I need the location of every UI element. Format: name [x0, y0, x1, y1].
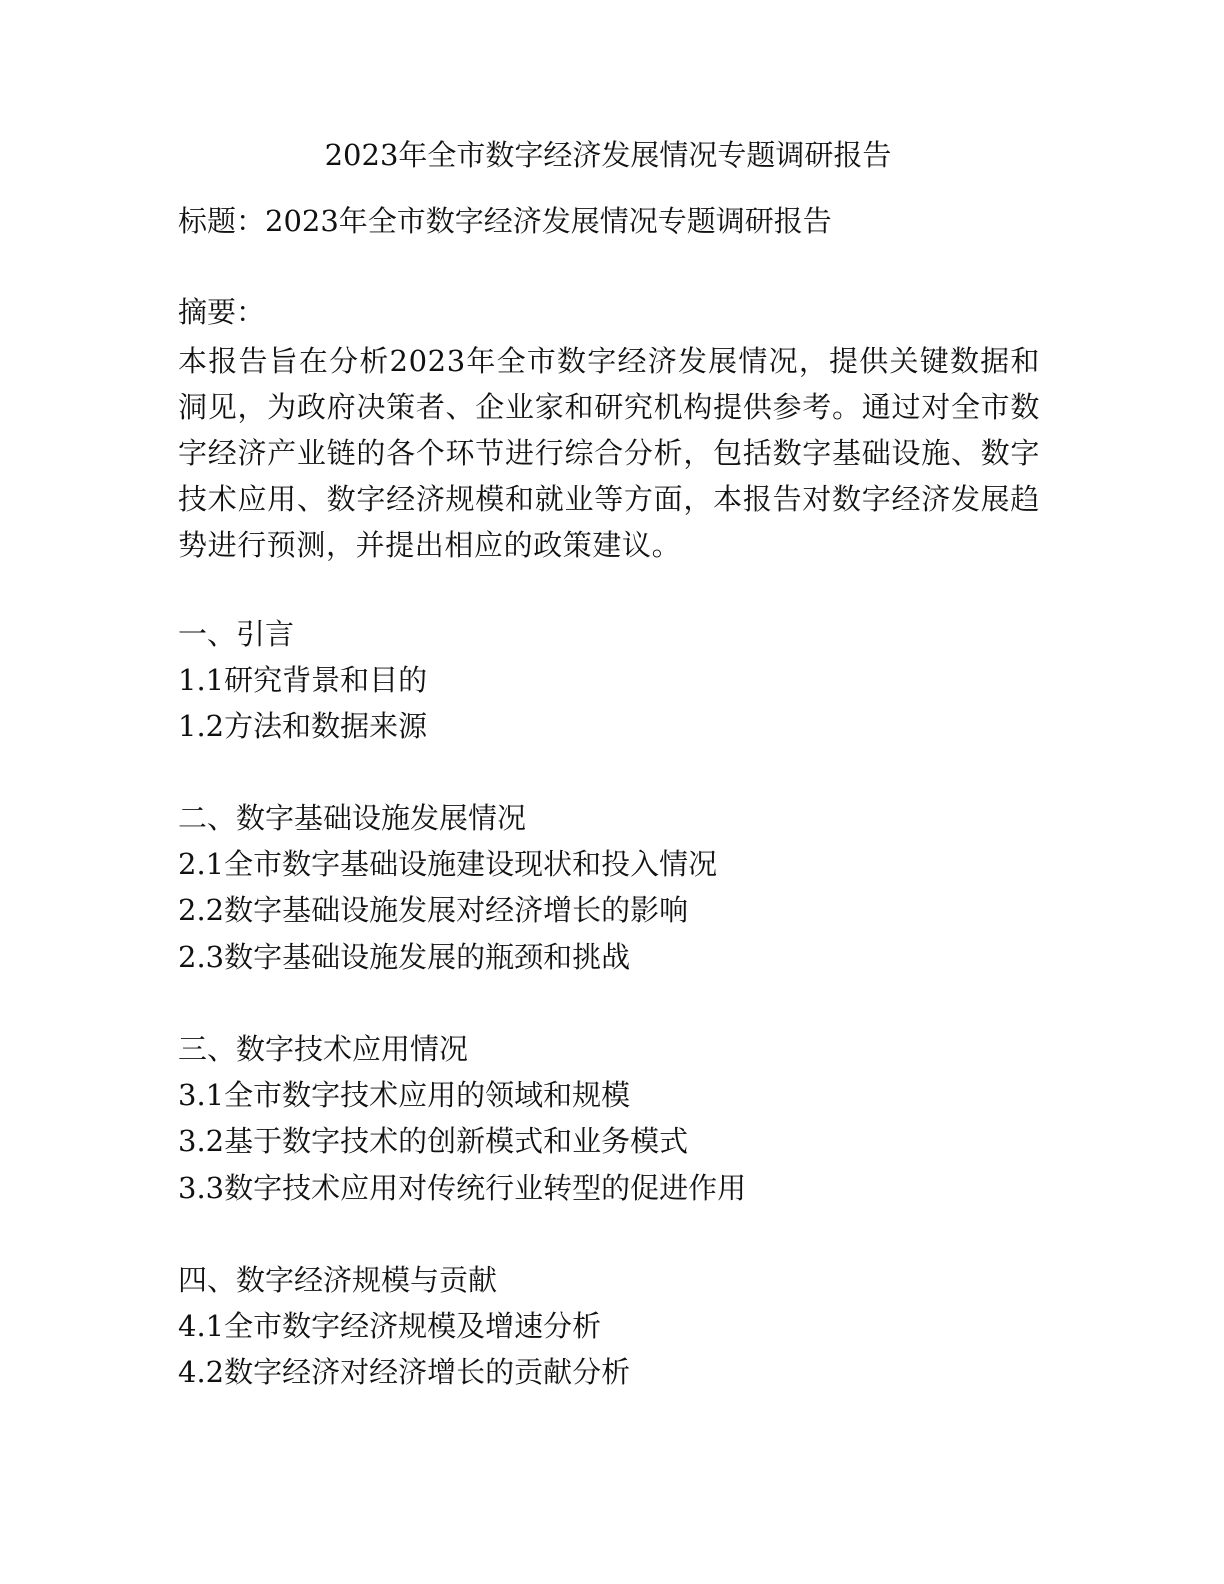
section-item-4-1: 4.1全市数字经济规模及增速分析	[178, 1309, 602, 1343]
document-title: 2023年全市数字经济发展情况专题调研报告	[324, 138, 892, 172]
section-item-2-3: 2.3数字基础设施发展的瓶颈和挑战	[178, 940, 631, 974]
section-item-3-2: 3.2基于数字技术的创新模式和业务模式	[178, 1124, 689, 1158]
section-heading-4: 四、数字经济规模与贡献	[178, 1263, 498, 1297]
section-item-1-2: 1.2方法和数据来源	[178, 709, 428, 743]
section-item-1-1: 1.1研究背景和目的	[178, 663, 428, 697]
document-page	[178, 0, 1048, 1584]
section-item-2-2: 2.2数字基础设施发展对经济增长的影响	[178, 893, 689, 927]
section-item-3-1: 3.1全市数字技术应用的领域和规模	[178, 1078, 631, 1112]
abstract-text: 本报告旨在分析2023年全市数字经济发展情况，提供关键数据和洞见，为政府决策者、企业家和研究机构提供参考。通过对全市数字经济产业链的各个环节进行综合分析，包括数字基础设施、数字技术应用、数字经济规模和就业等方面，本报告对数字经济发展趋势进行预测，并提出相应的政策建议。	[178, 344, 1040, 562]
section-item-4-2: 4.2数字经济对经济增长的贡献分析	[178, 1355, 631, 1389]
abstract-heading: 摘要：	[178, 295, 266, 329]
section-heading-3: 三、数字技术应用情况	[178, 1032, 469, 1066]
section-item-3-3: 3.3数字技术应用对传统行业转型的促进作用	[178, 1171, 747, 1205]
section-item-2-1: 2.1全市数字基础设施建设现状和投入情况	[178, 847, 718, 881]
section-heading-2: 二、数字基础设施发展情况	[178, 801, 527, 835]
section-heading-1: 一、引言	[178, 617, 295, 651]
title-line: 标题：2023年全市数字经济发展情况专题调研报告	[178, 204, 832, 238]
